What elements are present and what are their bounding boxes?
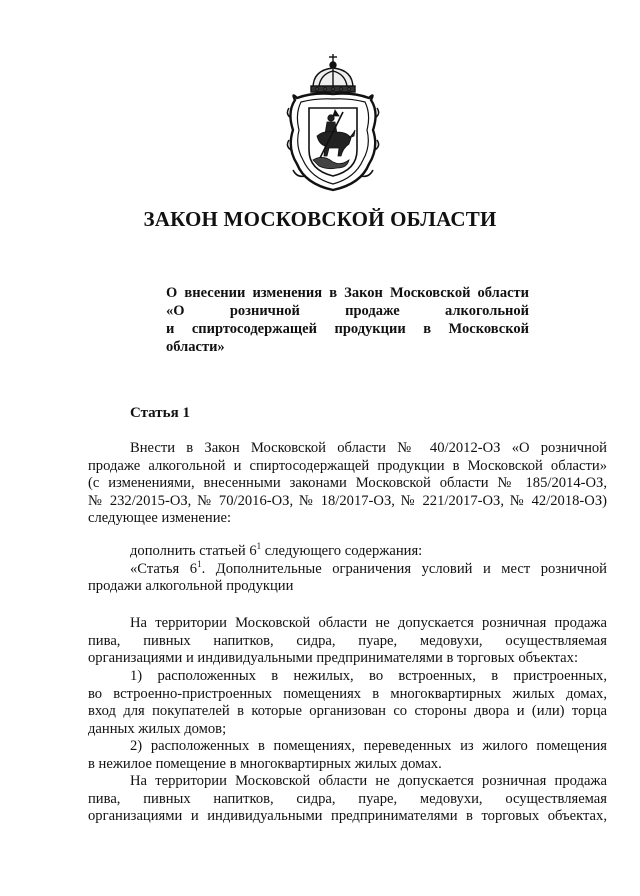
paragraph-1 (88, 615, 607, 668)
text-line: продажи алкогольной продукции (88, 578, 294, 594)
text-line: На территории Московской области не допускается розничная продажа (130, 773, 607, 789)
new-article-title: . Дополнительные ограничения условий и мест розничной (201, 560, 607, 577)
subtitle-line: О внесении изменения в Закон Московской области (166, 285, 529, 301)
coat-of-arms-icon (283, 52, 383, 194)
text-line: организациями и индивидуальными предпринимателями в торговых объектах, (88, 808, 607, 824)
text-line: (с изменениями, внесенными законами Московской области № 185/2014-ОЗ, (88, 475, 607, 491)
text-line: продаже алкогольной и спиртосодержащей продукции в Московской области» (88, 457, 607, 474)
text-line: 1) расположенных в нежилых, во встроенных, в пристроенных, (130, 668, 607, 684)
supplement-paragraph (88, 543, 607, 596)
law-subtitle (166, 284, 529, 356)
subtitle-line: и спиртосодержащей продукции в Московской (166, 321, 529, 337)
supplement-suffix: следующего содержания: (261, 543, 423, 559)
list-item-1 (88, 668, 607, 738)
text-line: организациями и индивидуальными предпринимателями в торговых объектах: (88, 650, 579, 666)
paragraph-2 (88, 773, 607, 826)
crown-icon (311, 54, 355, 92)
text-line (88, 543, 607, 561)
text-line: пива, пивных напитков, сидра, пуаре, медовухи, осуществляемая (88, 632, 607, 649)
article-heading: Статья 1 (130, 405, 190, 421)
law-title: ЗАКОН МОСКОВСКОЙ ОБЛАСТИ (143, 207, 497, 231)
text-line: данных жилых домов; (88, 720, 227, 737)
text-line (88, 558, 607, 579)
text-line: во встроенно-пристроенных помещениях в многоквартирных жилых домах, (88, 685, 607, 702)
text-line: Внести в Закон Московской области № 40/2012-ОЗ «О розничной (130, 440, 607, 456)
text-line: вход для покупателей в которые организован со стороны двора и (или) торца (88, 703, 607, 719)
list-item-2 (88, 738, 607, 773)
text-line: 2) расположенных в помещениях, переведенных из жилого помещения (130, 738, 607, 754)
subtitle-line: области» (166, 339, 225, 355)
supplement-prefix: дополнить статьей 6 (130, 543, 257, 559)
text-line: На территории Московской области не допускается розничная продажа (130, 615, 607, 631)
new-article-prefix: «Статья 6 (130, 560, 198, 577)
text-line: пива, пивных напитков, сидра, пуаре, медовухи, осуществляемая (88, 790, 607, 807)
text-line: в нежилое помещение в многоквартирных жилых домах. (88, 755, 442, 772)
superscript: 1 (256, 541, 262, 551)
subtitle-line: «О розничной продаже алкогольной (166, 303, 529, 319)
text-line: следующее изменение: (88, 510, 232, 526)
intro-paragraph (88, 440, 607, 528)
text-line: № 232/2015-ОЗ, № 70/2016-ОЗ, № 18/2017-ОЗ, № 221/2017-ОЗ, № 42/2018-ОЗ) (88, 492, 607, 509)
superscript: 1 (197, 558, 202, 569)
